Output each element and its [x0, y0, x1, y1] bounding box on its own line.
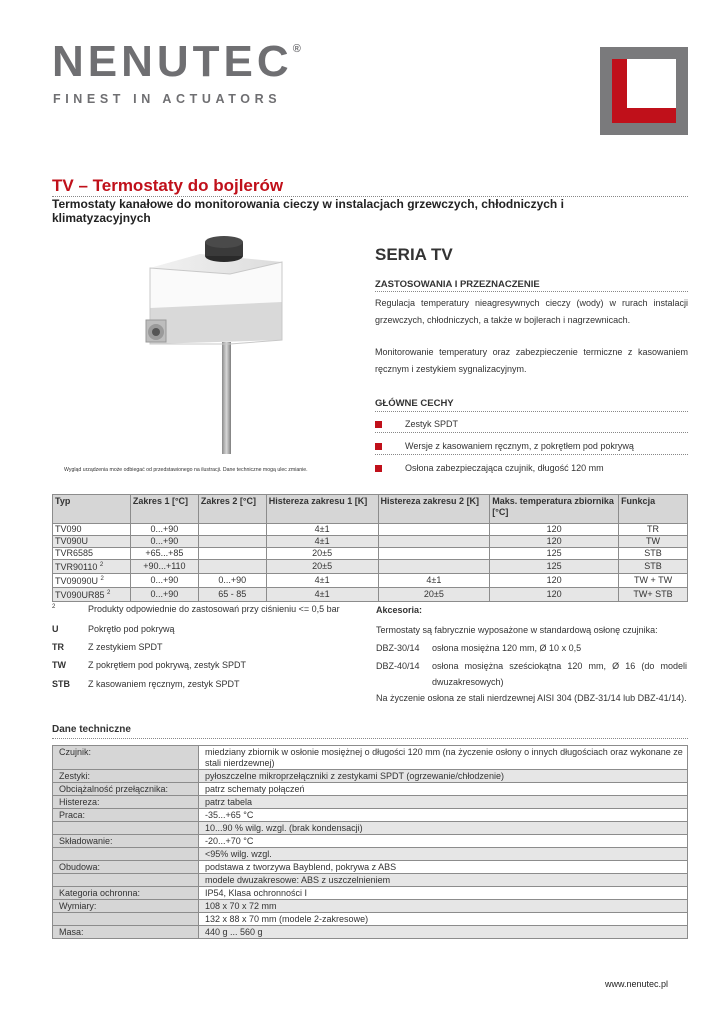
feature-item — [375, 441, 687, 451]
legend-text: Z zestykiem SPDT — [88, 642, 163, 652]
footnote-mark: 2 — [99, 562, 104, 568]
cell-hysteresis-1: 4±1 — [266, 536, 378, 548]
accessory-text: osłona mosiężna sześciokątna 120 mm, Ø 16 (do modeli dwuzakresowych) — [432, 661, 687, 687]
cell-hysteresis-1: 4±1 — [266, 588, 378, 602]
tech-key: Histereza: — [53, 796, 199, 809]
footer-url[interactable]: www.nenutec.pl — [605, 979, 669, 989]
table-row — [53, 835, 688, 848]
legend-text: Pokrętło pod pokrywą — [88, 624, 175, 634]
column-header: Histereza zakresu 1 [K] — [266, 495, 378, 524]
column-header: Typ — [53, 495, 131, 524]
legend-key: STB — [52, 679, 70, 689]
registered-mark: ® — [292, 43, 301, 55]
bullet-icon — [375, 465, 382, 472]
table-row — [53, 536, 688, 548]
table-row — [53, 524, 688, 536]
cell-hysteresis-1: 4±1 — [266, 574, 378, 588]
table-row — [53, 887, 688, 900]
tech-heading: Dane techniczne — [52, 724, 131, 735]
tech-table — [52, 745, 688, 939]
table-row — [53, 874, 688, 887]
accessories-heading: Akcesoria: — [376, 605, 423, 615]
cell-type: TV090UR85 $^2$ — [53, 588, 131, 602]
legend-item — [52, 624, 175, 634]
column-header: Zakres 2 [°C] — [198, 495, 266, 524]
cell-max-temp: 120 — [490, 588, 619, 602]
table-row — [53, 900, 688, 913]
tech-value: IP54, Klasa ochronności I — [199, 887, 688, 900]
tech-value: patrz schematy połączeń — [199, 783, 688, 796]
cell-max-temp: 120 — [490, 524, 619, 536]
tech-value: -20...+70 °C — [199, 835, 688, 848]
tech-key: Kategoria ochronna: — [53, 887, 199, 900]
cell-range-2 — [198, 536, 266, 548]
series-title: SERIA TV — [375, 245, 453, 264]
cell-hysteresis-2 — [378, 548, 490, 560]
cell-range-1: 0...+90 — [130, 588, 198, 602]
table-row — [53, 796, 688, 809]
legend-key: 2 — [52, 604, 56, 610]
tech-value: modele dwuzakresowe: ABS z uszczelnieniem — [199, 874, 688, 887]
tech-key: Zestyki: — [53, 770, 199, 783]
cell-max-temp: 120 — [490, 574, 619, 588]
tech-value: 132 x 88 x 70 mm (modele 2-zakresowe) — [199, 913, 688, 926]
tech-value: 440 g ... 560 g — [199, 926, 688, 939]
cell-range-1: 0...+90 — [130, 574, 198, 588]
cell-max-temp: 125 — [490, 548, 619, 560]
tech-value: miedziany zbiornik w osłonie mosiężnej o długości 120 mm (na życzenie osłony o innych długościach oraz wykonane ze stali nierdzewnej) — [199, 746, 688, 770]
cell-function: STB — [619, 560, 688, 574]
features-divider — [375, 411, 688, 412]
bullet-icon — [375, 421, 382, 428]
tech-key: Czujnik: — [53, 746, 199, 770]
cell-range-2 — [198, 548, 266, 560]
cell-type: TVR90110 $^2$ — [53, 560, 131, 574]
tech-key — [53, 913, 199, 926]
cell-max-temp: 120 — [490, 536, 619, 548]
accessories-intro: Termostaty są fabrycznie wyposażone w standardową osłonę czujnika: — [376, 625, 658, 635]
cell-type: TV090U — [53, 536, 131, 548]
brand-name: NENUTEC — [52, 37, 293, 86]
legend-key: TR — [52, 642, 64, 652]
cell-function: TR — [619, 524, 688, 536]
type-table-header — [53, 495, 688, 524]
brand-tagline: FINEST IN ACTUATORS — [53, 92, 282, 106]
tech-value: patrz tabela — [199, 796, 688, 809]
cell-hysteresis-2: 4±1 — [378, 574, 490, 588]
column-header: Zakres 1 [°C] — [130, 495, 198, 524]
feature-item — [375, 419, 687, 429]
legend-key: TW — [52, 660, 66, 670]
cell-type: TVR6585 — [53, 548, 131, 560]
column-header: Histereza zakresu 2 [K] — [378, 495, 490, 524]
cell-range-1: +90...+110 — [130, 560, 198, 574]
cell-range-2 — [198, 560, 266, 574]
table-row — [53, 560, 688, 574]
legend-text: Z pokrętłem pod pokrywą, zestyk SPDT — [88, 660, 247, 670]
product-image — [140, 232, 300, 462]
brand-mark-icon — [600, 47, 688, 135]
applications-heading: ZASTOSOWANIA I PRZEZNACZENIE — [375, 279, 540, 290]
table-row — [53, 913, 688, 926]
tech-divider — [52, 738, 688, 739]
accessory-code: DBZ-30/14 — [376, 643, 420, 653]
tech-value: 108 x 70 x 72 mm — [199, 900, 688, 913]
cell-hysteresis-2: 20±5 — [378, 588, 490, 602]
cell-hysteresis-1: 20±5 — [266, 560, 378, 574]
table-row — [53, 783, 688, 796]
legend-item — [52, 660, 246, 670]
cell-range-1: 0...+90 — [130, 524, 198, 536]
cell-hysteresis-1: 20±5 — [266, 548, 378, 560]
tech-key: Obudowa: — [53, 861, 199, 874]
cell-range-1: +65...+85 — [130, 548, 198, 560]
tech-key: Obciążalność przełącznika: — [53, 783, 199, 796]
column-header: Funkcja — [619, 495, 688, 524]
cell-range-2: 0...+90 — [198, 574, 266, 588]
legend-item — [52, 679, 240, 689]
cell-type: TV090 — [53, 524, 131, 536]
legend-text: Produkty odpowiednie do zastosowań przy ciśnieniu <= 0,5 bar — [88, 604, 340, 614]
tech-value: podstawa z tworzywa Bayblend, pokrywa z ABS — [199, 861, 688, 874]
cell-range-1: 0...+90 — [130, 536, 198, 548]
feature-item — [375, 463, 687, 473]
cell-hysteresis-2 — [378, 524, 490, 536]
legend-key: U — [52, 624, 59, 634]
accessory-item — [376, 640, 687, 656]
tech-value: -35...+65 °C — [199, 809, 688, 822]
legend-item — [52, 604, 340, 614]
tech-key — [53, 874, 199, 887]
cell-function: STB — [619, 548, 688, 560]
legend-text: Z kasowaniem ręcznym, zestyk SPDT — [88, 679, 240, 689]
footnote-mark: 2 — [100, 576, 104, 582]
table-row — [53, 770, 688, 783]
tech-key: Masa: — [53, 926, 199, 939]
accessory-item — [376, 658, 687, 690]
column-header: Maks. temperatura zbiornika [°C] — [490, 495, 619, 524]
cell-function: TW — [619, 536, 688, 548]
tech-value: 10...90 % wilg. wzgl. (brak kondensacji) — [199, 822, 688, 835]
table-row — [53, 588, 688, 602]
cell-range-2: 65 - 85 — [198, 588, 266, 602]
table-row — [53, 848, 688, 861]
legend-item — [52, 642, 163, 652]
cell-type: TV09090U $^2$ — [53, 574, 131, 588]
tech-value: pyłoszczelne mikroprzełączniki z zestykami SPDT (ogrzewanie/chłodzenie) — [199, 770, 688, 783]
type-table — [52, 494, 688, 602]
bullet-icon — [375, 443, 382, 450]
cell-max-temp: 125 — [490, 560, 619, 574]
product-caption: Wygląd urządzenia może odbiegać od przedstawionego na ilustracji. Dane techniczne mogą ulec zmianie. — [64, 467, 308, 473]
tech-key — [53, 848, 199, 861]
brand-logo — [52, 37, 301, 86]
table-row — [53, 548, 688, 560]
feature-divider — [375, 432, 688, 433]
cell-function: TW+ STB — [619, 588, 688, 602]
applications-paragraph-1: Regulacja temperatury nieagresywnych cieczy (wody) w rurach instalacji grzewczych, chłodniczych, a także w bojlerach i nagrzewnicach. — [375, 298, 688, 325]
page-title: TV – Termostaty do bojlerów — [52, 176, 284, 195]
table-row — [53, 926, 688, 939]
tech-key: Praca: — [53, 809, 199, 822]
cell-range-2 — [198, 524, 266, 536]
cell-hysteresis-1: 4±1 — [266, 524, 378, 536]
feature-divider — [375, 454, 688, 455]
accessory-code: DBZ-40/14 — [376, 661, 420, 671]
feature-text: Zestyk SPDT — [405, 419, 459, 429]
cell-function: TW + TW — [619, 574, 688, 588]
cell-hysteresis-2 — [378, 560, 490, 574]
feature-text: Osłona zabezpieczająca czujnik, długość 120 mm — [405, 463, 604, 473]
table-row — [53, 746, 688, 770]
page-subtitle: Termostaty kanałowe do monitorowania cieczy w instalacjach grzewczych, chłodniczych i klimatyzacyjnych — [52, 197, 564, 225]
cell-hysteresis-2 — [378, 536, 490, 548]
table-row — [53, 861, 688, 874]
applications-divider — [375, 291, 688, 292]
accessories-note: Na życzenie osłona ze stali nierdzewnej AISI 304 (DBZ-31/14 lub DBZ-41/14). — [376, 693, 687, 703]
applications-paragraph-2: Monitorowanie temperatury oraz zabezpieczenie termiczne z kasowaniem ręcznym i zestykiem sygnalizacyjnym. — [375, 347, 688, 374]
tech-key: Składowanie: — [53, 835, 199, 848]
accessory-text: osłona mosiężna 120 mm, Ø 10 x 0,5 — [432, 643, 582, 653]
table-row — [53, 574, 688, 588]
feature-text: Wersje z kasowaniem ręcznym, z pokrętłem pod pokrywą — [405, 441, 634, 451]
footnote-mark: 2 — [107, 590, 111, 596]
tech-key: Wymiary: — [53, 900, 199, 913]
features-heading: GŁÓWNE CECHY — [375, 398, 454, 409]
table-row — [53, 822, 688, 835]
tech-value: <95% wilg. wzgl. — [199, 848, 688, 861]
tech-key — [53, 822, 199, 835]
table-row — [53, 809, 688, 822]
